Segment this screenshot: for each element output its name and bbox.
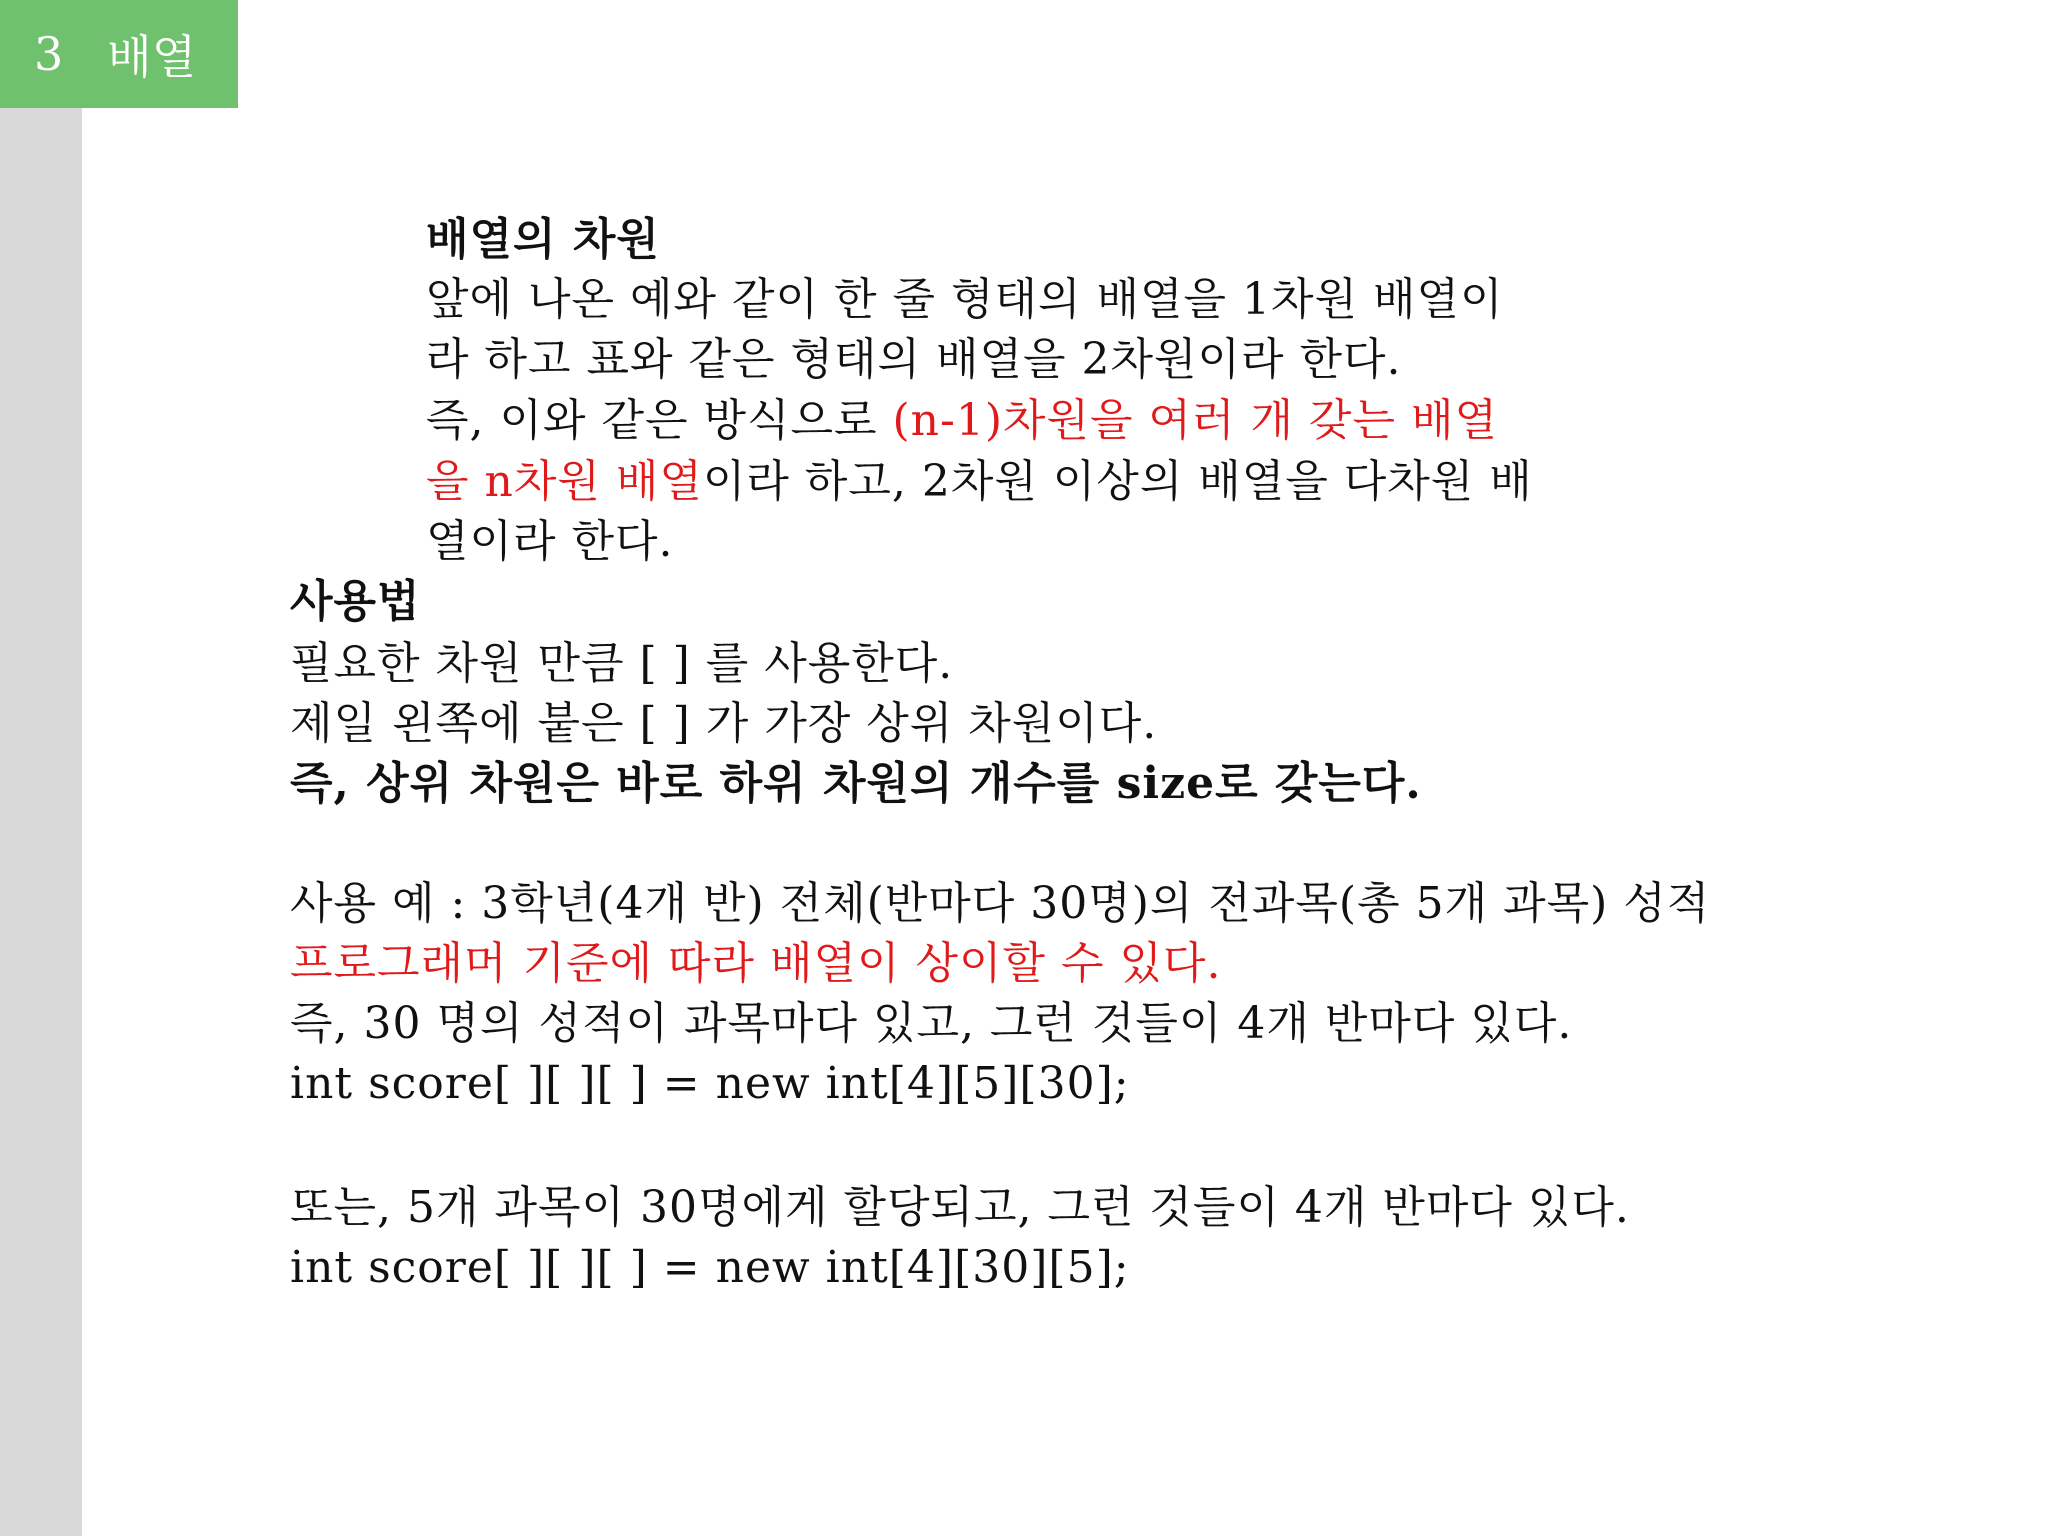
example-text-line-2: 프로그래머 기준에 따라 배열이 상이할 수 있다. <box>290 938 1222 989</box>
dimension-text-line-3 <box>426 391 1498 451</box>
usage-text-line-2: 제일 왼쪽에 붙은 [ ] 가 가장 상위 차원이다. <box>290 698 1158 749</box>
dimension-text-line-5: 열이라 한다. <box>426 516 674 567</box>
dimension-heading: 배열의 차원 <box>426 214 660 265</box>
usage-heading: 사용법 <box>290 576 421 627</box>
code-line-1: int score[ ][ ][ ] = new int[4][5][30]; <box>290 1058 1130 1109</box>
usage-text-line-1: 필요한 차원 만큼 [ ] 를 사용한다. <box>290 638 954 689</box>
dimension-text-line-3-highlight: (n-1)차원을 여러 개 갖는 배열 <box>892 395 1498 446</box>
section-number: 3 <box>34 27 64 81</box>
dimension-text-line-4-plain: 이라 하고, 2차원 이상의 배열을 다차원 배 <box>702 456 1533 507</box>
dimension-text-line-1: 앞에 나온 예와 같이 한 줄 형태의 배열을 1차원 배열이 <box>426 274 1504 325</box>
dimension-text-line-4 <box>426 452 1533 512</box>
section-title: 배열 <box>107 30 197 84</box>
example-text-line-1: 사용 예 : 3학년(4개 반) 전체(반마다 30명)의 전과목(총 5개 과목) 성적 <box>290 878 1711 929</box>
code-line-2: int score[ ][ ][ ] = new int[4][30][5]; <box>290 1242 1130 1293</box>
dimension-text-line-4-highlight: 을 n차원 배열 <box>426 456 703 507</box>
example-text-line-4: 또는, 5개 과목이 30명에게 할당되고, 그런 것들이 4개 반마다 있다. <box>290 1182 1630 1233</box>
example-text-line-3: 즉, 30 명의 성적이 과목마다 있고, 그런 것들이 4개 반마다 있다. <box>290 998 1573 1049</box>
dimension-text-line-3-plain: 즉, 이와 같은 방식으로 <box>426 395 893 446</box>
dimension-text-line-2: 라 하고 표와 같은 형태의 배열을 2차원이라 한다. <box>426 334 1402 385</box>
usage-text-line-3: 즉, 상위 차원은 바로 하위 차원의 개수를 size로 갖는다. <box>290 758 1422 809</box>
